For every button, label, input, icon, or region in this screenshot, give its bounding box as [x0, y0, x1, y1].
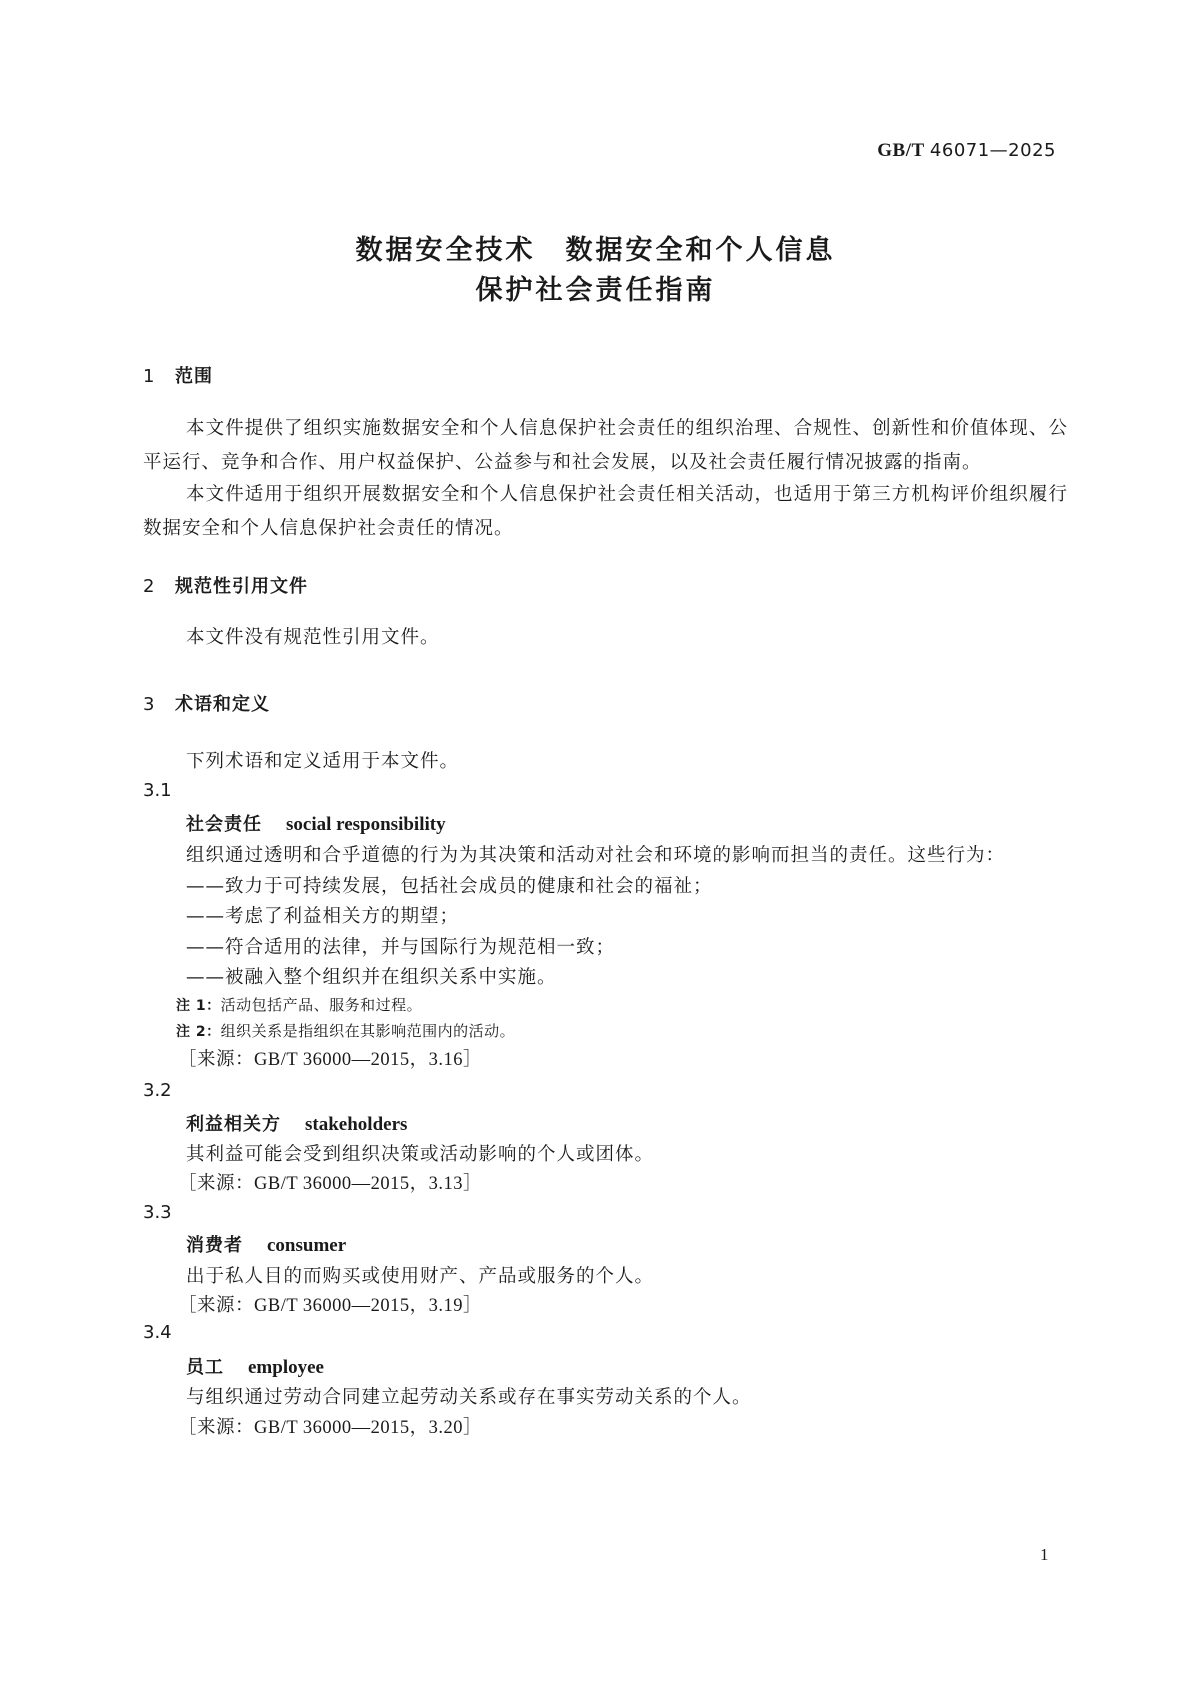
page-number: 1 — [1040, 1545, 1049, 1564]
term-number: 3.3 — [143, 1202, 172, 1223]
note-text: 活动包括产品、服务和过程。 — [220, 996, 423, 1014]
term-en: employee — [248, 1357, 324, 1378]
list-item: ——符合适用的法律，并与国际行为规范相一致； — [186, 937, 616, 958]
term-source: ［来源：GB/T 36000—2015，3.13］ — [178, 1174, 483, 1194]
term-heading — [186, 810, 446, 836]
terms-intro: 下列术语和定义适用于本文件。 — [186, 751, 460, 772]
term-heading — [186, 1110, 407, 1136]
term-number: 3.1 — [143, 780, 172, 801]
note — [176, 994, 422, 1015]
term-en: consumer — [267, 1235, 347, 1256]
document-title-line1: 数据安全技术 数据安全和个人信息 — [355, 235, 836, 266]
section-heading-terms — [143, 690, 270, 716]
term-source: ［来源：GB/T 36000—2015，3.20］ — [178, 1418, 483, 1438]
section-number: 1 — [143, 366, 156, 387]
section-title: 术语和定义 — [175, 694, 270, 715]
normative-paragraph: 本文件没有规范性引用文件。 — [186, 627, 440, 648]
list-item: ——被融入整个组织并在组织关系中实施。 — [186, 967, 557, 988]
section-heading-scope — [143, 362, 213, 388]
note-label: 注 1： — [176, 998, 221, 1014]
code-number: 46071—2025 — [929, 140, 1056, 161]
list-item: ——考虑了利益相关方的期望； — [186, 906, 460, 927]
term-number: 3.2 — [143, 1080, 172, 1101]
section-title: 范围 — [175, 366, 213, 387]
term-heading — [186, 1353, 324, 1379]
note-text: 组织关系是指组织在其影响范围内的活动。 — [220, 1022, 516, 1040]
document-title-line2: 保护社会责任指南 — [475, 275, 716, 306]
term-definition: 其利益可能会受到组织决策或活动影响的个人或团体。 — [186, 1144, 655, 1165]
term-definition: 组织通过透明和合乎道德的行为为其决策和活动对社会和环境的影响而担当的责任。这些行为： — [186, 845, 1006, 866]
list-item: ——致力于可持续发展，包括社会成员的健康和社会的福祉； — [186, 876, 713, 897]
section-number: 2 — [143, 576, 156, 597]
term-number: 3.4 — [143, 1322, 172, 1343]
term-zh: 利益相关方 — [186, 1114, 281, 1135]
term-definition: 与组织通过劳动合同建立起劳动关系或存在事实劳动关系的个人。 — [186, 1387, 752, 1408]
term-source: ［来源：GB/T 36000—2015，3.16］ — [178, 1050, 483, 1070]
note — [176, 1020, 515, 1041]
term-source: ［来源：GB/T 36000—2015，3.19］ — [178, 1296, 483, 1316]
section-heading-normative — [143, 572, 308, 598]
section-title: 规范性引用文件 — [175, 576, 308, 597]
section-number: 3 — [143, 694, 156, 715]
term-definition: 出于私人目的而购买或使用财产、产品或服务的个人。 — [186, 1266, 655, 1287]
term-en: social responsibility — [286, 814, 446, 835]
term-zh: 社会责任 — [186, 814, 262, 835]
code-prefix: GB/T — [877, 140, 925, 161]
scope-paragraph-1: 本文件提供了组织实施数据安全和个人信息保护社会责任的组织治理、合规性、创新性和价值体现、公平运行、竞争和合作、用户权益保护、公益参与和社会发展，以及社会责任履行情况披露的指南。 — [143, 418, 1068, 473]
note-label: 注 2： — [176, 1024, 221, 1040]
term-zh: 消费者 — [186, 1235, 243, 1256]
standard-code — [877, 140, 1056, 162]
term-zh: 员工 — [186, 1357, 224, 1378]
term-heading — [186, 1231, 346, 1257]
scope-paragraph-2: 本文件适用于组织开展数据安全和个人信息保护社会责任相关活动，也适用于第三方机构评价组织履行数据安全和个人信息保护社会责任的情况。 — [143, 484, 1068, 539]
term-en: stakeholders — [305, 1114, 408, 1135]
